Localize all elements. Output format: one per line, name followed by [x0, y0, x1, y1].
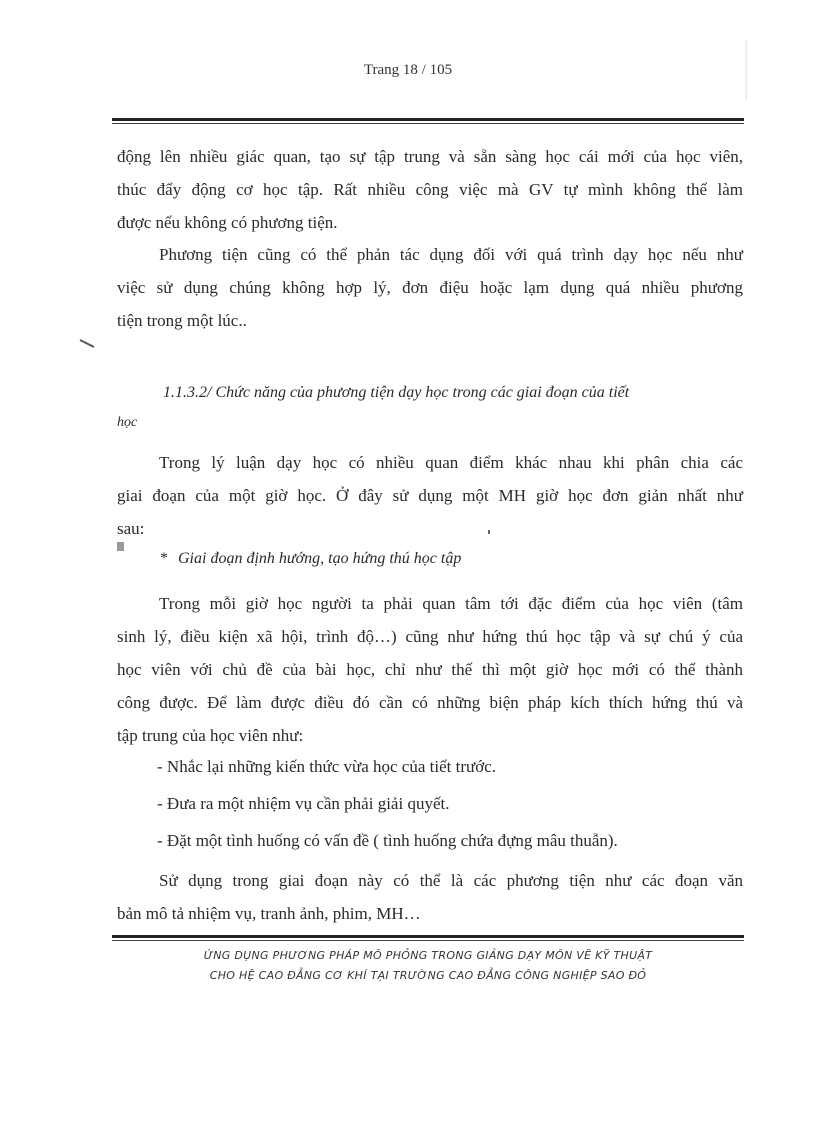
- footer-line: ỨNG DỤNG PHƯƠNG PHÁP MÔ PHỎNG TRONG GIẢNG DẠY MÔN VẼ KỸ THUẬT: [203, 949, 653, 962]
- text-line: học viên với chủ đề của bài học, chỉ như thế thì một giờ học mới có thể thành: [117, 660, 743, 679]
- text-line: việc sử dụng chúng không hợp lý, đơn điệu hoặc lạm dụng quá nhiều phương: [117, 278, 743, 297]
- text-line: bản mô tả nhiệm vụ, tranh ảnh, phim, MH…: [117, 904, 421, 923]
- list-item: - Đặt một tình huống có vấn đề ( tình huống chứa đựng mâu thuẫn).: [157, 831, 618, 850]
- text-line: tiện trong một lúc..: [117, 311, 247, 330]
- list-item: - Đưa ra một nhiệm vụ cần phải giải quyết.: [157, 794, 450, 813]
- scan-speck: [745, 40, 747, 100]
- text-line: sau:: [117, 519, 145, 538]
- text-line: tập trung của học viên như:: [117, 726, 304, 745]
- section-heading-line: 1.1.3.2/ Chức năng của phương tiện dạy học trong các giai đoạn của tiết: [163, 384, 630, 401]
- bullet-star: *: [160, 550, 168, 567]
- text-line: được nếu không có phương tiện.: [117, 213, 338, 232]
- text-line: công được. Để làm được điều đó cần có những biện pháp kích thích hứng thú và: [117, 693, 743, 712]
- scan-speck: [117, 542, 124, 551]
- scan-speck: [488, 530, 490, 534]
- text-line: giai đoạn của một giờ học. Ở đây sử dụng một MH giờ học đơn giản nhất như: [117, 486, 743, 505]
- bullet-heading-text: Giai đoạn định hướng, tạo hứng thú học tập: [178, 550, 462, 567]
- text-line: Trong mỗi giờ học người ta phải quan tâm tới đặc điểm của học viên (tâm: [159, 594, 743, 613]
- page-number-header: Trang 18 / 105: [363, 62, 453, 78]
- text-line: sinh lý, điều kiện xã hội, trình độ…) cũng như hứng thú học tập và sự chú ý của: [117, 627, 743, 646]
- scan-speck: [80, 340, 94, 347]
- text-line: thúc đẩy động cơ học tập. Rất nhiều công việc mà GV tự mình không thể làm: [117, 180, 743, 199]
- footer-line: CHO HỆ CAO ĐẲNG CƠ KHÍ TẠI TRƯỜNG CAO ĐẲNG CÔNG NGHIỆP SAO ĐỎ: [209, 969, 647, 982]
- text-line: động lên nhiều giác quan, tạo sự tập trung và sẵn sàng học cái mới của học viên,: [117, 147, 743, 166]
- text-line: Trong lý luận dạy học có nhiều quan điểm khác nhau khi phân chia các: [159, 453, 743, 472]
- text-line: Sử dụng trong giai đoạn này có thể là các phương tiện như các đoạn văn: [159, 871, 743, 890]
- text-line: Phương tiện cũng có thể phản tác dụng đối với quá trình dạy học nếu như: [159, 245, 743, 264]
- section-heading-line: học: [117, 415, 138, 430]
- list-item: - Nhắc lại những kiến thức vừa học của tiết trước.: [157, 757, 496, 776]
